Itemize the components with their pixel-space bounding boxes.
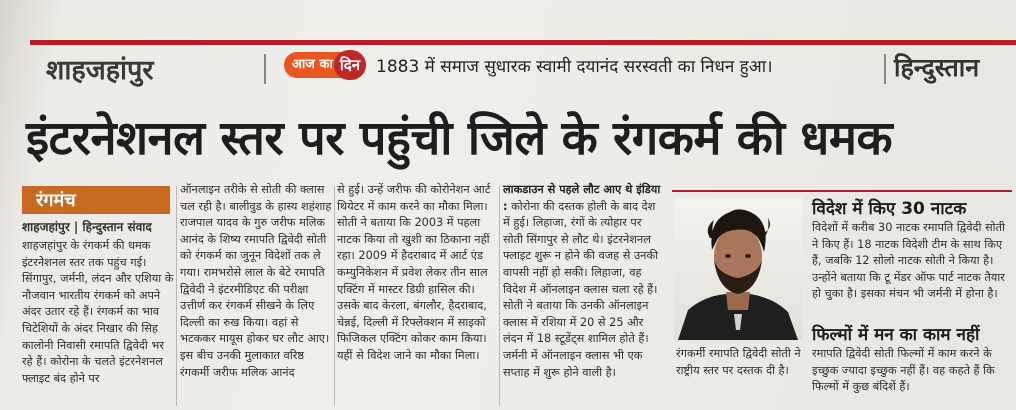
today-badge-label: आज का xyxy=(292,57,333,72)
person-portrait-icon xyxy=(674,198,802,340)
article-column-2 xyxy=(180,182,332,381)
sidebar-text-1: विदेशों में करीब 30 नाटक रमापति द्विवेदी सोती ने किए हैं। 18 नाटक विदेशी टीम के साथ किए हैं, जबकि 12 सोलो नाटक सोती ने किया है। उन्होंने बताया कि टू मेंडर ऑफ पार्ट नाटक तैयार हो चुका है। इसका मंचन भी जर्मनी में होना है। xyxy=(812,221,1005,301)
headline: इंटरनेशनल स्तर पर पहुंची जिले के रंगकर्म की धमक xyxy=(26,111,893,166)
column-divider xyxy=(176,186,177,406)
today-badge xyxy=(284,52,366,78)
photo-caption: रंगकर्मी रमापति द्विवेदी सोती ने राष्ट्रीय स्तर पर दस्तक दी है। xyxy=(676,347,801,377)
today-badge-din: दिन xyxy=(334,50,366,80)
today-in-history: 1883 में समाज सुधारक स्वामी दयानंद सरस्वती का निधन हुआ। xyxy=(376,57,773,77)
masthead-divider xyxy=(264,54,266,84)
sidebar-heading-1: विदेश में किए 30 नाटक xyxy=(812,199,967,219)
category-label: रंगमंच xyxy=(36,190,76,211)
city-name: शाहजहांपुर xyxy=(46,55,154,86)
article-text: ऑनलाइन तरीके से सोती की क्लास चल रही है। बालीवुड के हास्य शहंशाह राजपाल यादव के गुरु जरीफ मलिक आनंद के शिष्य रमापति द्विवेदी सोती को रंगकर्म का जुनून विदेशों तक ले गया। रामभरोसे लाल के बेटे रमापति द्विवेदी ने इंटरमीडिएट की परीक्षा उत्तीर्ण कर रंगकर्म सीखने के लिए दिल्ली का रुख किया। वहां से भटककर मायूस होकर घर लौट आए। इस बीच उनकी मुलाकात वरिष्ठ रंगकर्मी जरीफ मलिक आनंद xyxy=(180,183,332,379)
subheading: लाकडाउन से पहले लौट आए थे इंडिया : xyxy=(503,183,661,213)
article-text: कोरोना की दस्तक होली के बाद देश में हुई। लिहाजा, रंगों के त्योहार पर सोती सिंगापुर से लौट थे। इंटरनेशनल फ्लाइट शुरू न होने की वजह से उनकी वापसी नहीं हो सकी। लिहाजा, वह विदेश में ऑनलाइन क्लास चला रहे हैं। सोती ने बताया कि उनकी ऑनलाइन क्लास में रशिया में 20 से 25 और लंदन में 18 स्टूडेंट्स शामिल होते हैं। जर्मनी में ऑनलाइन क्लास भी एक सप्ताह में शुरू होने वाली है। xyxy=(503,199,659,379)
article-text: से हुई। उन्हें जरीफ की कोरोनेशन आर्ट थियेटर में काम करने का मौका मिला। सोती ने बताया कि 2003 में पहला नाटक किया तो खुशी का ठिकाना नहीं रहा। 2009 में हैदराबाद में आर्ट एंड कम्युनिकेशन में प्रवेश लेकर तीन साल एक्टिंग में मास्टर डिग्री हासिल की। उसके बाद केरला, बंगलौर, हैदराबाद, चेन्नई, दिल्ली में रिफ्लेक्शन में साइको फिजिकल एक्टिंग कोकर काम किया। यहीं से विदेश जाने का मौका मिला। xyxy=(337,183,491,362)
byline: शाहजहांपुर | हिन्दुस्तान संवाद xyxy=(22,220,152,234)
category-tag xyxy=(22,186,170,214)
column-divider xyxy=(499,186,500,406)
article-column-4 xyxy=(503,182,663,381)
sidebar-text-2: रमापति द्विवेदी सोती फिल्मों में काम करने के इच्छुक ज्यादा इच्छुक नहीं हैं। वह कहते हैं कि फिल्मों में कुछ बंदिशें हैं। xyxy=(812,347,995,394)
newspaper-brand: हिन्दुस्तान xyxy=(894,53,980,82)
column-divider xyxy=(334,186,335,406)
masthead-rule xyxy=(30,40,1016,45)
article-text: शाहजहांपुर के रंगकर्म की धमक इंटरनेशनल स्तर तक पहुंच गई। सिंगापुर, जर्मनी, लंदन और एशिया के नौजवान भारतीय रंगकर्म को अपने अंदर उतार रहे हैं। रंगकर्म का भाव चिटेशियों के अंदर निखार की सिह कालोनी निवासी रमापति द्विवेदी भर रहे हैं। कोरोना के चलते इंटरनेशनल फ्लाइट बंद होने पर xyxy=(22,239,174,385)
sidebar-rule xyxy=(672,190,1012,192)
sidebar-heading-2: फिल्मों में मन का काम नहीं xyxy=(812,325,980,345)
brand-divider xyxy=(884,54,886,84)
portrait-photo xyxy=(674,198,802,340)
article-column-1 xyxy=(22,238,174,387)
article-column-3 xyxy=(337,182,495,365)
